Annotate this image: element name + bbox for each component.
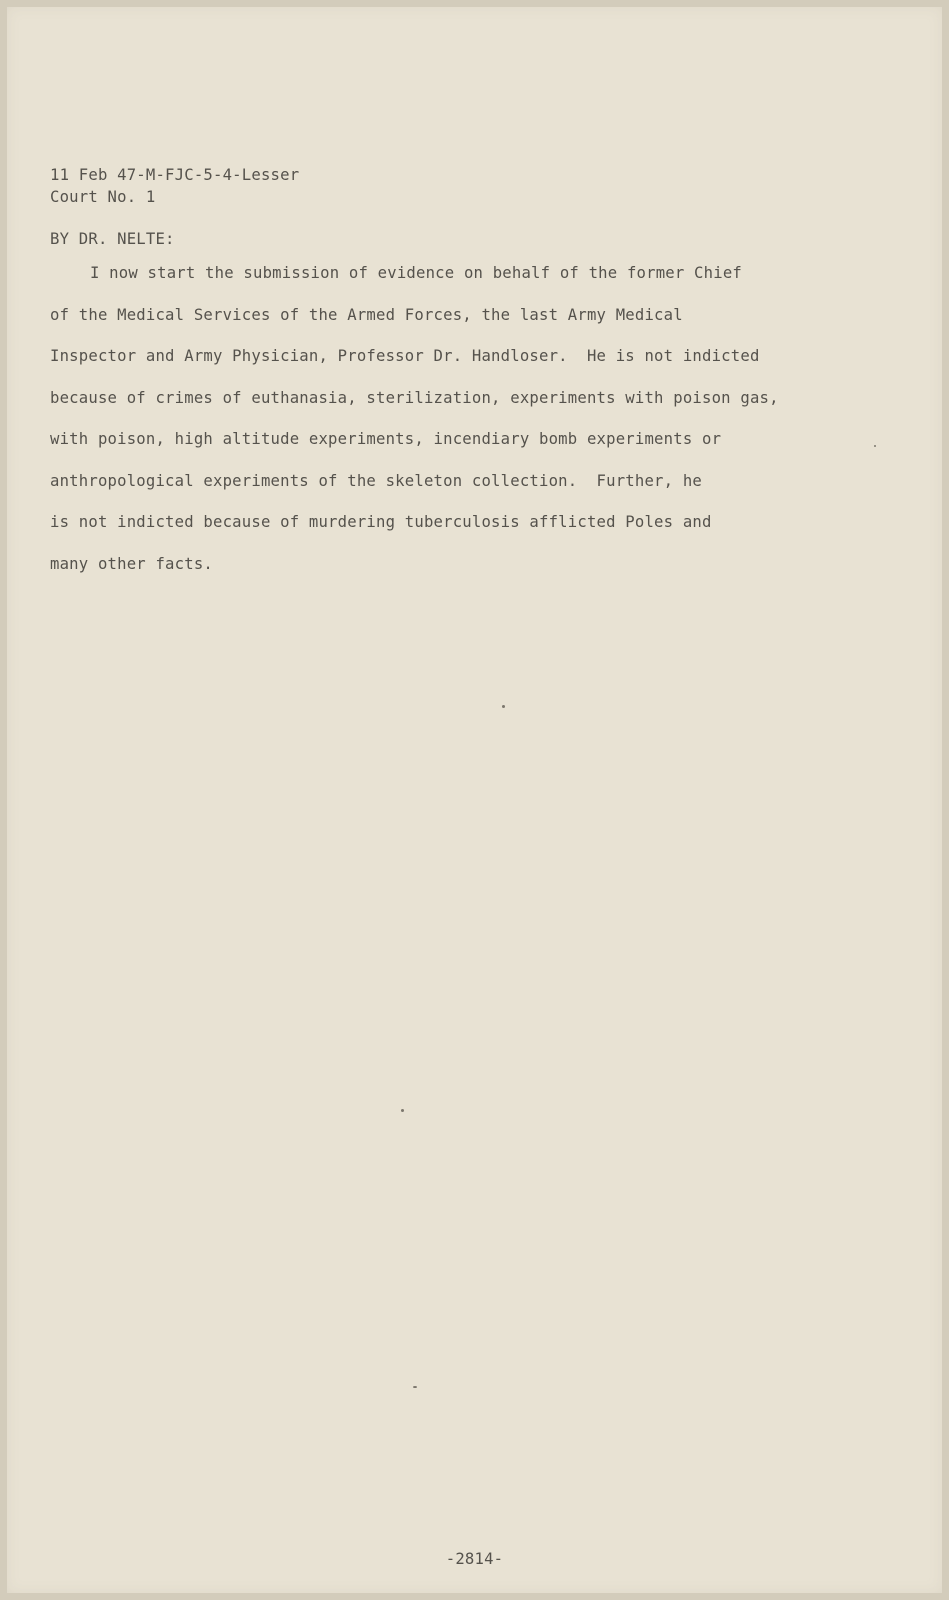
paper-speck (413, 1386, 417, 1388)
body-line: I now start the submission of evidence on behalf of the former Chief (90, 264, 742, 282)
body-paragraph (50, 266, 910, 598)
header-court-number: Court No. 1 (50, 188, 156, 206)
examiner-byline: BY DR. NELTE: (50, 230, 175, 248)
paper-speck (401, 1109, 404, 1112)
body-line: Inspector and Army Physician, Professor Dr. Handloser. He is not indicted (50, 347, 760, 365)
paper-speck (874, 445, 876, 447)
body-line: of the Medical Services of the Armed Forces, the last Army Medical (50, 305, 683, 324)
paper-speck (502, 705, 505, 708)
page-number: -2814- (445, 1550, 504, 1568)
body-line: anthropological experiments of the skeleton collection. Further, he (50, 471, 702, 490)
body-line: is not indicted because of murdering tuberculosis afflicted Poles and (50, 513, 712, 531)
body-line: because of crimes of euthanasia, sterilization, experiments with poison gas, (50, 388, 779, 407)
body-line: with poison, high altitude experiments, incendiary bomb experiments or (50, 430, 722, 448)
header-session-id: 11 Feb 47-M-FJC-5-4-Lesser (50, 166, 300, 184)
body-line: many other facts. (50, 554, 213, 573)
